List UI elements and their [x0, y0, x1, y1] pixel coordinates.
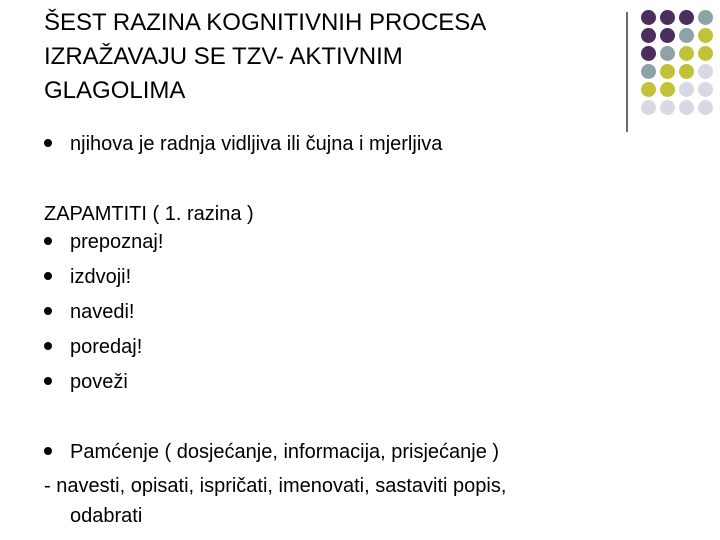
decorative-dot: [679, 64, 694, 79]
dash-line-1: - navesti, opisati, ispričati, imenovati, sastaviti popis,: [44, 475, 507, 497]
title-line-2: IZRAŽAVAJU SE TZV- AKTIVNIM: [44, 43, 403, 70]
decorative-dot: [660, 28, 675, 43]
decorative-dot: [660, 100, 675, 115]
verb-text: izdvoji!: [70, 266, 132, 288]
dash-line-2: odabrati: [70, 505, 143, 527]
memory-bullet-text: Pamćenje ( dosjećanje, informacija, prisjećanje ): [70, 441, 500, 463]
decorative-dot: [679, 10, 694, 25]
intro-bullet-text: njihova je radnja vidljiva ili čujna i mjerljiva: [70, 133, 443, 155]
decorative-dot: [641, 28, 656, 43]
decorative-dot: [641, 82, 656, 97]
bullet-icon: [44, 139, 52, 147]
intro-bullet-item: [44, 130, 442, 158]
decorative-dot: [698, 64, 713, 79]
decorative-dot: [698, 10, 713, 25]
verb-item: [44, 368, 128, 396]
decorative-dot: [660, 82, 675, 97]
verb-item: [44, 333, 142, 361]
bullet-icon: [44, 237, 52, 245]
decorative-dot: [698, 28, 713, 43]
decorative-dot-grid: [641, 10, 713, 115]
verb-item: [44, 298, 135, 326]
verb-text: poredaj!: [70, 336, 143, 358]
memory-bullet-item: [44, 438, 499, 466]
decorative-dot: [679, 82, 694, 97]
section-heading: ZAPAMTITI ( 1. razina ): [44, 203, 254, 225]
verb-text: prepoznaj!: [70, 231, 164, 253]
decorative-dot: [660, 10, 675, 25]
title-line-1: ŠEST RAZINA KOGNITIVNIH PROCESA: [44, 9, 487, 36]
decorative-dot: [698, 82, 713, 97]
slide-title: [44, 6, 604, 108]
decorative-dot: [641, 10, 656, 25]
bullet-icon: [44, 307, 52, 315]
decorative-dot: [679, 100, 694, 115]
decorative-dot: [641, 46, 656, 61]
title-divider: [626, 12, 628, 132]
decorative-dot: [641, 100, 656, 115]
decorative-dot: [679, 46, 694, 61]
decorative-dot: [660, 46, 675, 61]
verb-item: [44, 263, 131, 291]
bullet-icon: [44, 272, 52, 280]
decorative-dot: [679, 28, 694, 43]
bullet-icon: [44, 377, 52, 385]
decorative-dot: [660, 64, 675, 79]
decorative-dot: [698, 100, 713, 115]
title-line-3: GLAGOLIMA: [44, 77, 186, 104]
bullet-icon: [44, 447, 52, 455]
verb-text: poveži: [70, 371, 128, 393]
verb-text: navedi!: [70, 301, 135, 323]
bullet-icon: [44, 342, 52, 350]
verb-item: [44, 228, 163, 256]
decorative-dot: [698, 46, 713, 61]
decorative-dot: [641, 64, 656, 79]
